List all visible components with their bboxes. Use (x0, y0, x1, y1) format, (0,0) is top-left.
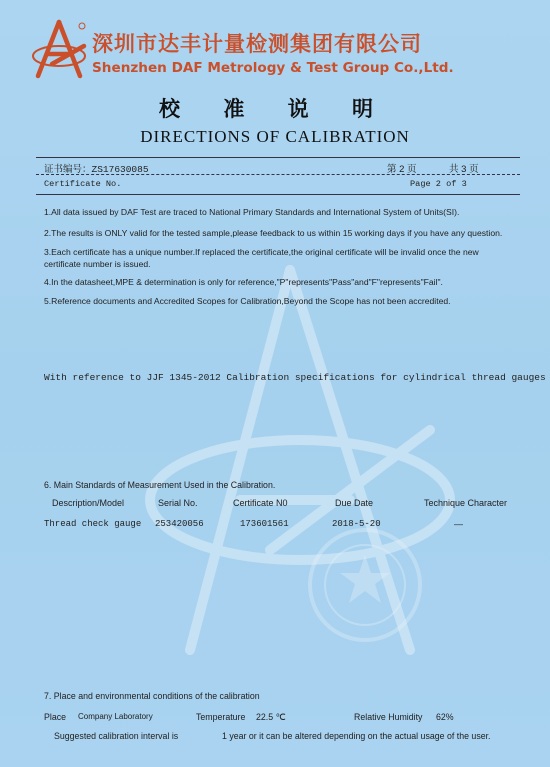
humidity-value: 62% (436, 712, 454, 722)
table-cell-due-date: 2018-5-20 (332, 519, 381, 529)
humidity-label: Relative Humidity (354, 712, 423, 722)
company-name-en: Shenzhen DAF Metrology & Test Group Co.,Ltd. (92, 60, 454, 76)
interval-value: 1 year or it can be altered depending on the actual usage of the user. (222, 731, 491, 741)
environment-heading: 7. Place and environmental conditions of the calibration (44, 691, 260, 701)
page-title-cn: 校 准 说 明 (159, 97, 391, 121)
daf-watermark-icon (120, 250, 480, 670)
note-1: 1.All data issued by DAF Test are traced to National Primary Standards and International System of Units(SI). (44, 207, 460, 217)
page-number-cn: 第 2 页 (387, 164, 417, 175)
cert-label-cn: 证书编号： (44, 164, 92, 175)
table-cell-certificate: 173601561 (240, 519, 289, 529)
section-divider (36, 194, 520, 195)
cert-label-en: Certificate No. (44, 179, 122, 189)
note-3: 3.Each certificate has a unique number.If replaced the certificate,the original certificate will be invalid once the new certificate number is issued. (44, 247, 479, 269)
page-number-en: Page 2 of 3 (410, 179, 467, 189)
col-serial: Serial No. (158, 498, 198, 508)
total-pages-cn: 共 3 页 (449, 164, 479, 175)
meta-divider (36, 174, 520, 175)
place-value: Company Laboratory (78, 712, 153, 721)
cert-number: ZS17630085 (91, 164, 149, 175)
cert-number-cn (44, 161, 149, 175)
interval-label: Suggested calibration interval is (54, 731, 179, 741)
standards-heading: 6. Main Standards of Measurement Used in the Calibration. (44, 480, 276, 490)
page-title-en: DIRECTIONS OF CALIBRATION (140, 127, 410, 146)
place-label: Place (44, 712, 67, 722)
note-4: 4.In the datasheet,MPE & determination is only for reference,"P"represents"Pass"and"F"represents"Fail". (44, 277, 443, 287)
table-cell-technique: — (454, 519, 463, 529)
table-cell-description: Thread check gauge (44, 519, 142, 529)
temperature-value: 22.5 ℃ (256, 712, 286, 722)
company-seal-icon (305, 525, 425, 645)
table-cell-serial: 253420056 (155, 519, 204, 529)
temperature-label: Temperature (196, 712, 246, 722)
col-due-date: Due Date (335, 498, 374, 508)
company-name-cn: 深圳市达丰计量检测集团有限公司 (92, 32, 422, 56)
reference-spec: With reference to JJF 1345-2012 Calibration specifications for cylindrical thread gauges (44, 372, 546, 383)
note-2: 2.The results is ONLY valid for the tested sample,please feedback to us within 15 working days if you have any question. (44, 228, 503, 238)
daf-logo-icon (30, 18, 88, 80)
col-certificate: Certificate N0 (233, 498, 288, 508)
note-5: 5.Reference documents and Accredited Scopes for Calibration,Beyond the Scope has not been accredited. (44, 296, 451, 306)
col-description: Description/Model (52, 498, 125, 508)
col-technique: Technique Character (424, 498, 508, 508)
header-divider (36, 157, 520, 158)
